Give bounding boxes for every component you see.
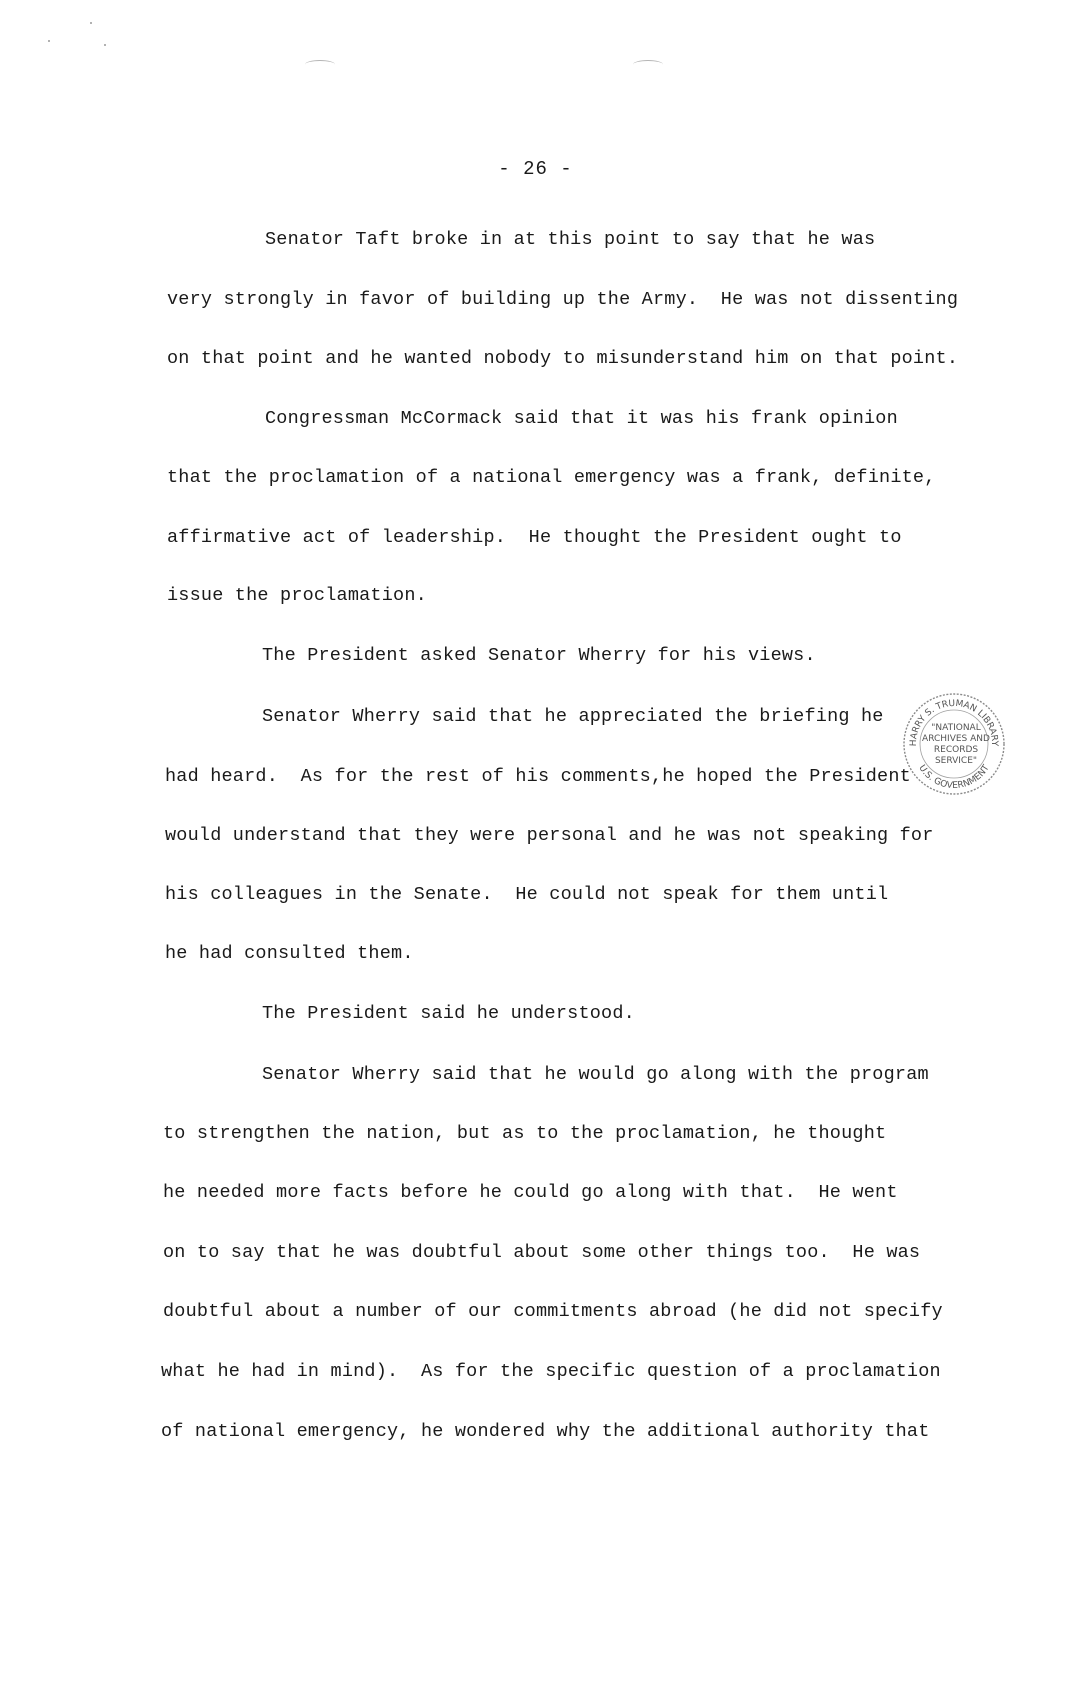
paragraph-4-line-1: Senator Wherry said that he appreciated the briefing he [262,706,884,727]
scan-artifact-right [633,60,663,69]
paragraph-4-line-3: would understand that they were personal and he was not speaking for [165,825,934,846]
svg-text:HARRY S. TRUMAN LIBRARY: HARRY S. TRUMAN LIBRARY [908,698,1000,747]
scan-speck [104,44,106,46]
paragraph-4-line-4: his colleagues in the Senate. He could not speak for them until [165,884,889,905]
paragraph-6-line-1: Senator Wherry said that he would go along with the program [262,1064,929,1085]
scan-speck [90,22,92,24]
paragraph-3-line-1: The President asked Senator Wherry for his views. [262,645,816,666]
stamp-inner-ring [920,710,988,778]
paragraph-6-line-5: doubtful about a number of our commitments abroad (he did not specify [163,1301,943,1322]
paragraph-4-line-5: he had consulted them. [165,943,414,964]
svg-text:"NATIONAL: "NATIONAL [931,723,981,733]
paragraph-6-line-7: of national emergency, he wondered why the additional authority that [161,1421,930,1442]
stamp-outer-ring [904,694,1004,794]
paragraph-2-line-2: that the proclamation of a national emergency was a frank, definite, [167,467,936,488]
paragraph-6-line-4: on to say that he was doubtful about some other things too. He was [163,1242,921,1263]
paragraph-1-line-1: Senator Taft broke in at this point to say that he was [265,229,876,250]
paragraph-1-line-3: on that point and he wanted nobody to misunderstand him on that point. [167,348,959,369]
paragraph-4-line-2: had heard. As for the rest of his comments,he hoped the President [165,766,911,787]
svg-text:SERVICE": SERVICE" [934,756,978,766]
paragraph-6-line-2: to strengthen the nation, but as to the proclamation, he thought [163,1123,887,1144]
svg-text:ARCHIVES AND: ARCHIVES AND [922,734,990,744]
archives-stamp [900,690,1008,798]
paragraph-2-line-4: issue the proclamation. [167,585,427,606]
paragraph-6-line-6: what he had in mind). As for the specific question of a proclamation [161,1361,941,1382]
scan-speck [48,40,50,42]
page-number: - 26 - [498,158,573,180]
paragraph-5-line-1: The President said he understood. [262,1003,635,1024]
svg-text:U.S. GOVERNMENT: U.S. GOVERNMENT [916,763,992,792]
paragraph-1-line-2: very strongly in favor of building up the Army. He was not dissenting [167,289,959,310]
paragraph-2-line-1: Congressman McCormack said that it was his frank opinion [265,408,898,429]
paragraph-6-line-3: he needed more facts before he could go along with that. He went [163,1182,898,1203]
scan-artifact-left [305,60,335,69]
svg-text:RECORDS: RECORDS [933,745,979,755]
paragraph-2-line-3: affirmative act of leadership. He thought the President ought to [167,527,902,548]
